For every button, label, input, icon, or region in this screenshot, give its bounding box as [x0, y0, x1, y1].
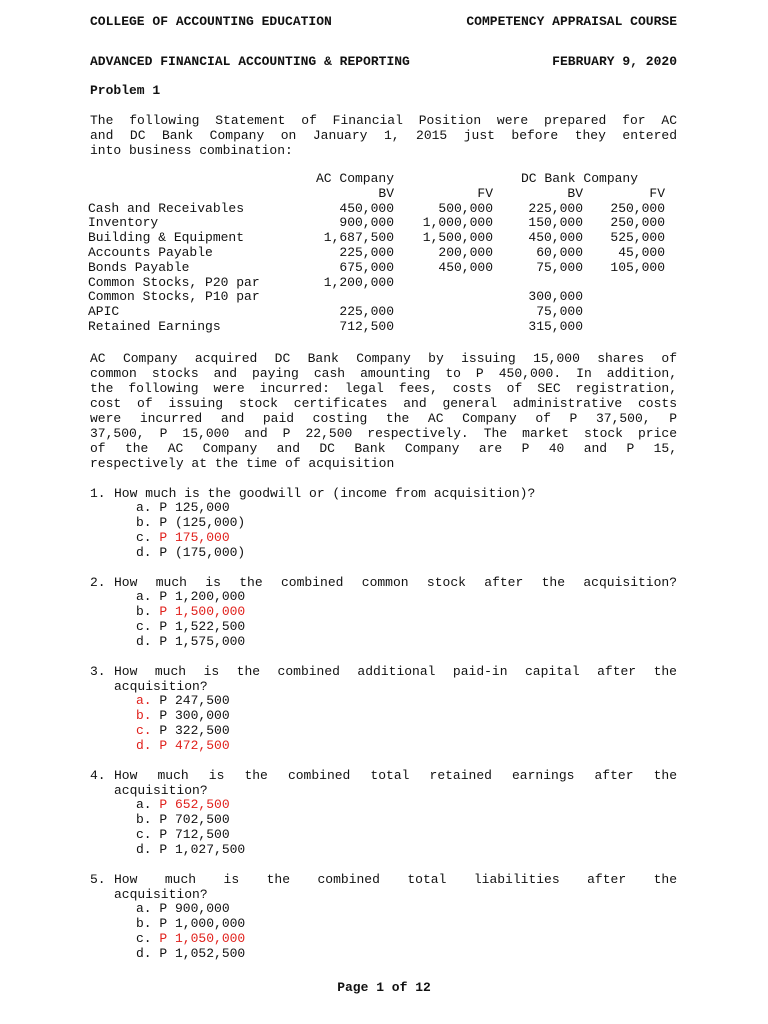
cell-b-fv: 105,000	[610, 259, 665, 275]
narrative-line-8: respectively at the time of acquisition	[90, 456, 395, 471]
problem-title: Problem 1	[90, 83, 161, 98]
page-number: Page 1 of 12	[337, 980, 431, 995]
cell-a-bv: 225,000	[339, 244, 394, 260]
header-subject: ADVANCED FINANCIAL ACCOUNTING & REPORTING	[90, 54, 410, 69]
cell-b-fv: 525,000	[610, 230, 665, 246]
table-row	[88, 276, 665, 291]
q3-option-d-value: P 472,500	[159, 738, 230, 753]
narrative-line-6: 37,500, P 15,000 and P 22,500 respectively. The market stock price	[90, 426, 677, 441]
cell-a-bv: 1,200,000	[323, 274, 394, 290]
q1-option-b: b. P (125,000)	[136, 515, 246, 530]
q1-option-c-answer: P 175,000	[159, 530, 230, 545]
q4-option-a-answer: P 652,500	[159, 797, 230, 812]
cell-b-bv: 75,000	[536, 259, 583, 275]
question-5-text: How much is the combined total liabilities after the	[114, 872, 677, 887]
cell-a-bv: 1,687,500	[323, 230, 394, 246]
question-1-text: How much is the goodwill or (income from acquisition)?	[114, 486, 536, 501]
cell-b-bv: 150,000	[528, 215, 583, 231]
q2-option-b: b. P 1,500,000	[136, 604, 246, 619]
cell-b-bv: 60,000	[536, 244, 583, 260]
q3-option-a-value: P 247,500	[159, 693, 230, 708]
row-label: Common Stocks, P20 par	[88, 274, 260, 290]
q4-option-c: c. P 712,500	[136, 827, 230, 842]
narrative-line-2: common stocks and paying cash amounting to P 450,000. In addition,	[90, 366, 677, 381]
question-5-number: 5.	[90, 872, 106, 887]
q2-option-c: c. P 1,522,500	[136, 619, 246, 634]
question-4-text: How much is the combined total retained earnings after the	[114, 768, 677, 783]
cell-b-bv: 300,000	[528, 289, 583, 305]
table-row	[88, 261, 665, 276]
cell-a-fv: 1,500,000	[422, 230, 493, 246]
q2-option-b-answer: P 1,500,000	[159, 604, 246, 619]
row-label: Building & Equipment	[88, 230, 245, 246]
row-label: Retained Earnings	[88, 318, 221, 334]
row-label: Common Stocks, P10 par	[88, 289, 260, 305]
question-3-text: How much is the combined additional paid-in capital after the	[114, 664, 677, 679]
col-b-bv: BV	[567, 185, 583, 201]
q4-option-a: a. P 652,500	[136, 797, 230, 812]
cell-b-bv: 225,000	[528, 200, 583, 216]
question-5-text-cont: acquisition?	[114, 887, 208, 902]
cell-b-fv: 250,000	[610, 200, 665, 216]
table-row	[88, 320, 665, 335]
cell-a-fv: 200,000	[438, 244, 493, 260]
header-date: FEBRUARY 9, 2020	[552, 54, 677, 69]
q1-option-d: d. P (175,000)	[136, 545, 246, 560]
row-label: APIC	[88, 304, 120, 320]
q5-option-c-answer: P 1,050,000	[159, 931, 246, 946]
company-a-header: AC Company	[316, 171, 395, 186]
cell-a-bv: 900,000	[339, 215, 394, 231]
cell-b-fv	[583, 290, 665, 305]
table-row	[88, 305, 665, 320]
q1-option-c: c. P 175,000	[136, 530, 230, 545]
cell-a-fv: 500,000	[438, 200, 493, 216]
header-institution: COLLEGE OF ACCOUNTING EDUCATION	[90, 14, 332, 29]
cell-b-bv: 75,000	[536, 304, 583, 320]
cell-a-bv	[302, 290, 406, 305]
question-2-text: How much is the combined common stock after the acquisition?	[114, 575, 677, 590]
q2-option-d: d. P 1,575,000	[136, 634, 246, 649]
col-a-bv: BV	[378, 185, 394, 201]
cell-b-bv	[493, 276, 583, 291]
table-row	[88, 202, 665, 217]
q3-option-c-value: P 322,500	[159, 723, 230, 738]
q5-option-a: a. P 900,000	[136, 901, 230, 916]
cell-a-bv: 225,000	[339, 304, 394, 320]
q5-option-c: c. P 1,050,000	[136, 931, 246, 946]
question-4-number: 4.	[90, 768, 106, 783]
col-a-fv: FV	[477, 185, 493, 201]
table-row	[88, 246, 665, 261]
header-course: COMPETENCY APPRAISAL COURSE	[466, 14, 677, 29]
q1-option-a: a. P 125,000	[136, 500, 230, 515]
q3-option-b-value: P 300,000	[159, 708, 230, 723]
question-4-text-cont: acquisition?	[114, 783, 208, 798]
narrative-line-5: were incurred and paid costing the AC Company of P 37,500, P	[90, 411, 677, 426]
narrative-line-4: cost of issuing stock certificates and general administrative costs	[90, 396, 677, 411]
cell-a-fv	[406, 305, 493, 320]
table-row	[88, 290, 665, 305]
company-b-header: DC Bank Company	[521, 171, 639, 186]
cell-b-fv	[583, 276, 665, 291]
table-row	[88, 216, 665, 231]
cell-a-fv	[406, 320, 493, 335]
col-b-fv: FV	[649, 185, 665, 201]
intro-line-1: The following Statement of Financial Position were prepared for AC	[90, 113, 677, 128]
cell-b-fv: 45,000	[618, 244, 665, 260]
narrative-line-1: AC Company acquired DC Bank Company by issuing 15,000 shares of	[90, 351, 677, 366]
intro-line-3: into business combination:	[90, 143, 293, 158]
intro-line-2: and DC Bank Company on January 1, 2015 just before they entered	[90, 128, 677, 143]
cell-a-bv: 675,000	[339, 259, 394, 275]
q3-option-d: d. P 472,500	[136, 738, 230, 753]
cell-a-bv: 712,500	[339, 318, 394, 334]
q4-option-d: d. P 1,027,500	[136, 842, 246, 857]
cell-b-fv: 250,000	[610, 215, 665, 231]
table-row	[88, 231, 665, 246]
cell-a-bv: 450,000	[339, 200, 394, 216]
row-label: Cash and Receivables	[88, 200, 245, 216]
row-label: Inventory	[88, 215, 159, 231]
cell-a-fv: 450,000	[438, 259, 493, 275]
question-2-number: 2.	[90, 575, 106, 590]
q3-option-a: a. P 247,500	[136, 693, 230, 708]
question-1-number: 1.	[90, 486, 106, 501]
q3-option-b: b. P 300,000	[136, 708, 230, 723]
q3-option-c: c. P 322,500	[136, 723, 230, 738]
question-3-text-cont: acquisition?	[114, 679, 208, 694]
financial-position-table	[88, 172, 665, 335]
cell-a-fv: 1,000,000	[422, 215, 493, 231]
narrative-line-7: of the AC Company and DC Bank Company are P 40 and P 15,	[90, 441, 677, 456]
cell-a-fv	[406, 276, 493, 291]
q5-option-b: b. P 1,000,000	[136, 916, 246, 931]
row-label: Bonds Payable	[88, 259, 190, 275]
cell-a-fv	[406, 290, 493, 305]
cell-b-bv: 315,000	[528, 318, 583, 334]
q2-option-a: a. P 1,200,000	[136, 589, 246, 604]
cell-b-bv: 450,000	[528, 230, 583, 246]
row-label: Accounts Payable	[88, 244, 213, 260]
question-3-number: 3.	[90, 664, 106, 679]
cell-b-fv	[583, 320, 665, 335]
q5-option-d: d. P 1,052,500	[136, 946, 246, 961]
q4-option-b: b. P 702,500	[136, 812, 230, 827]
narrative-line-3: the following were incurred: legal fees, costs of SEC registration,	[90, 381, 677, 396]
cell-b-fv	[583, 305, 665, 320]
